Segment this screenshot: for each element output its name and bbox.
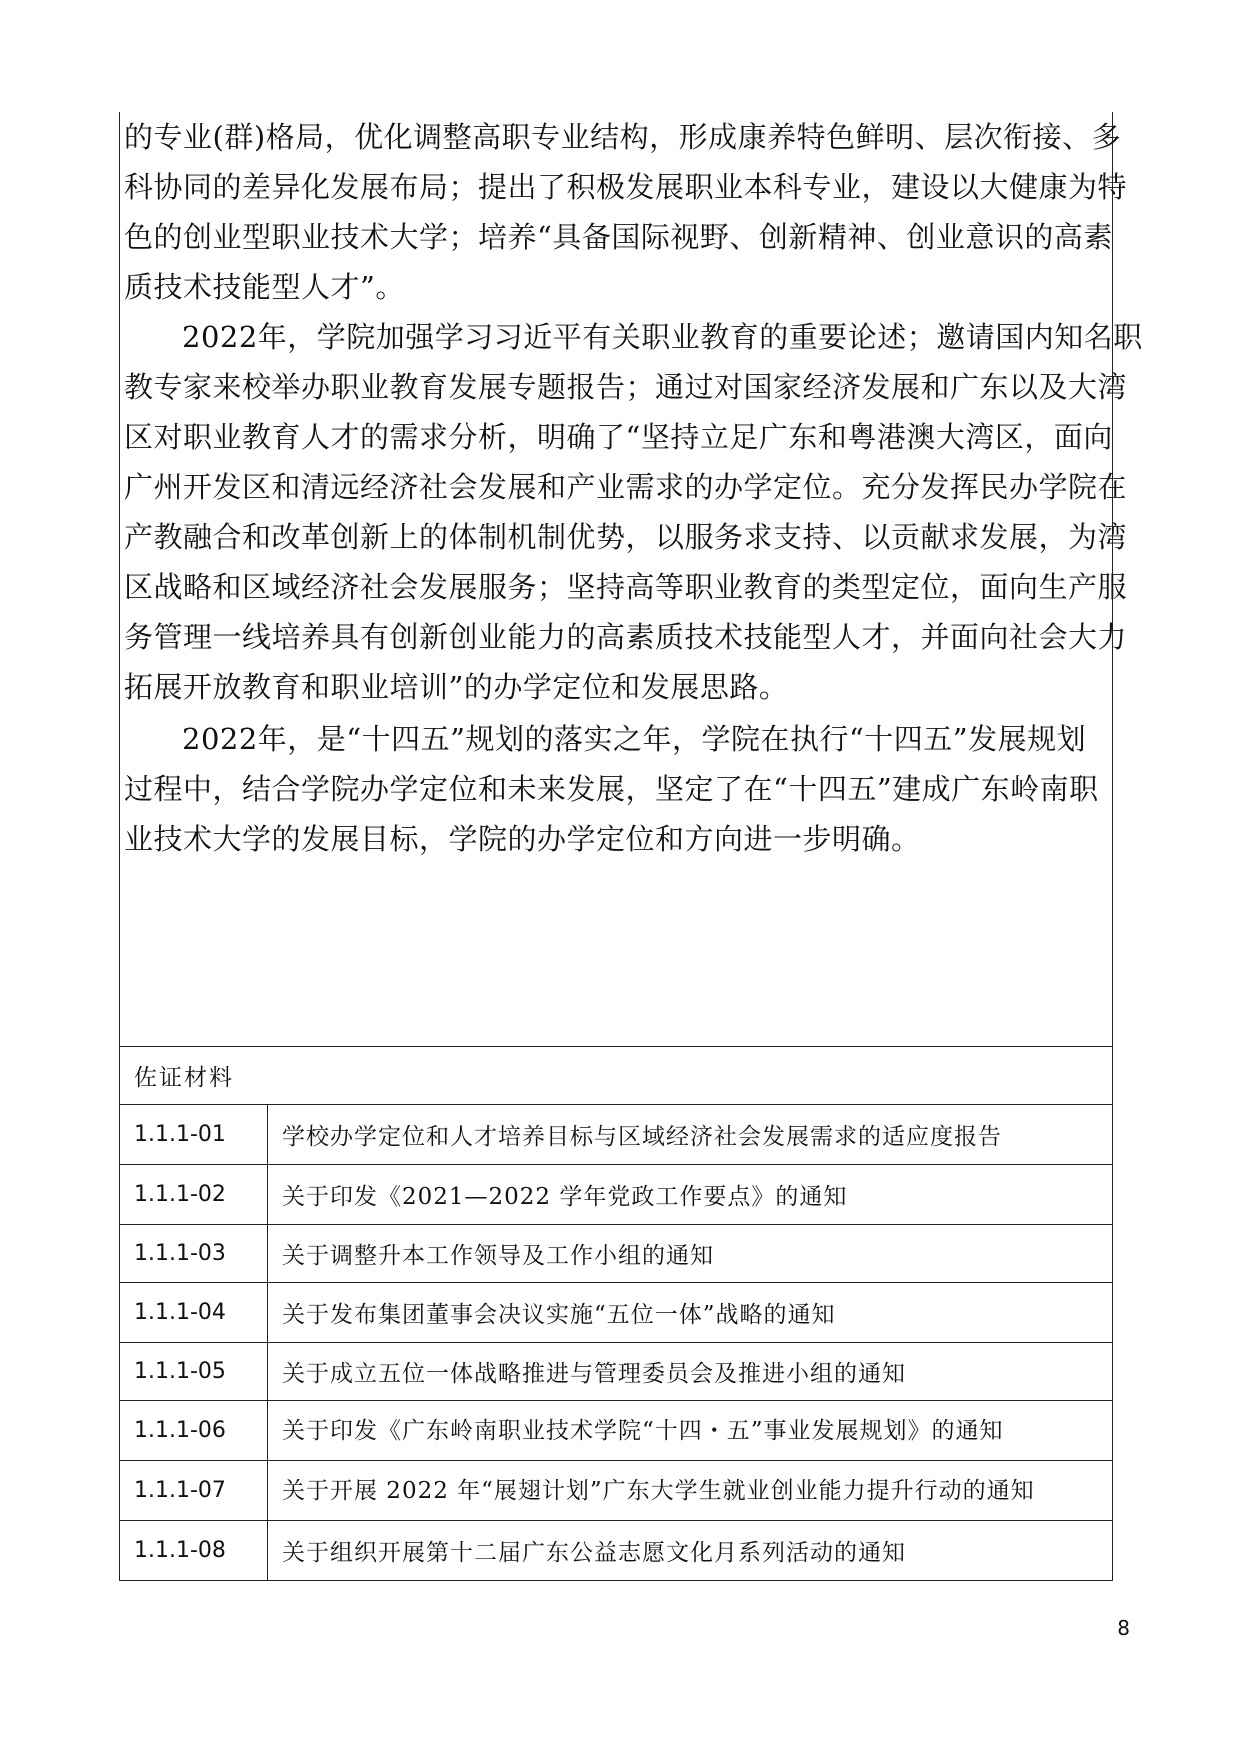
table-row: [120, 1401, 1113, 1461]
page-number: 8: [1117, 1616, 1130, 1640]
evidence-title: 关于印发《广东岭南职业技术学院“十四・五”事业发展规划》的通知: [268, 1401, 1113, 1461]
text-line: 2022年，学院加强学习习近平有关职业教育的重要论述；邀请国内知名职: [182, 320, 1143, 354]
evidence-code: 1.1.1-01: [120, 1105, 268, 1165]
evidence-title: 关于发布集团董事会决议实施“五位一体”战略的通知: [268, 1283, 1113, 1343]
text-line: 过程中，结合学院办学定位和未来发展，坚定了在“十四五”建成广东岭南职: [124, 772, 1099, 806]
narrative-text-box: [119, 112, 1143, 1046]
evidence-header: 佐证材料: [120, 1047, 1113, 1105]
evidence-code: 1.1.1-06: [120, 1401, 268, 1461]
table-row: [120, 1165, 1113, 1225]
table-row: [120, 1343, 1113, 1401]
evidence-code: 1.1.1-03: [120, 1225, 268, 1283]
table-row: [120, 1225, 1113, 1283]
table-row: [120, 1105, 1113, 1165]
paragraph-2022-education: [120, 312, 1143, 712]
text-line: 业技术大学的发展目标，学院的办学定位和方向进一步明确。: [124, 822, 921, 856]
evidence-title: 关于调整升本工作领导及工作小组的通知: [268, 1225, 1113, 1283]
evidence-code: 1.1.1-02: [120, 1165, 268, 1225]
text-line: 区战略和区域经济社会发展服务；坚持高等职业教育的类型定位，面向生产服: [124, 570, 1128, 604]
text-line: 质技术技能型人才”。: [124, 270, 405, 304]
evidence-code: 1.1.1-05: [120, 1343, 268, 1401]
evidence-code: 1.1.1-07: [120, 1461, 268, 1521]
text-line: 区对职业教育人才的需求分析，明确了“坚持立足广东和粤港澳大湾区，面向: [124, 420, 1113, 454]
text-line: 科协同的差异化发展布局；提出了积极发展职业本科专业，建设以大健康为特: [124, 170, 1128, 204]
text-line: 产教融合和改革创新上的体制机制优势，以服务求支持、以贡献求发展，为湾: [124, 520, 1128, 554]
text-line: 教专家来校举办职业教育发展专题报告；通过对国家经济发展和广东以及大湾: [124, 370, 1128, 404]
continuation-paragraph: [120, 112, 1128, 312]
evidence-header-row: [120, 1047, 1113, 1105]
text-line: 广州开发区和清远经济社会发展和产业需求的办学定位。充分发挥民办学院在: [124, 470, 1128, 504]
text-line: 拓展开放教育和职业培训”的办学定位和发展思路。: [124, 670, 789, 704]
text-line: 的专业(群)格局，优化调整高职专业结构，形成康养特色鲜明、层次衔接、多: [124, 120, 1122, 154]
evidence-table: [119, 1046, 1113, 1581]
paragraph-2022-plan: [120, 714, 1114, 864]
evidence-code: 1.1.1-04: [120, 1283, 268, 1343]
text-line: 2022年，是“十四五”规划的落实之年，学院在执行“十四五”发展规划: [182, 722, 1087, 756]
table-row: [120, 1521, 1113, 1581]
table-row: [120, 1461, 1113, 1521]
evidence-title: 关于组织开展第十二届广东公益志愿文化月系列活动的通知: [268, 1521, 1113, 1581]
evidence-title: 关于成立五位一体战略推进与管理委员会及推进小组的通知: [268, 1343, 1113, 1401]
evidence-title: 关于开展 2022 年“展翅计划”广东大学生就业创业能力提升行动的通知: [268, 1461, 1113, 1521]
text-line: 色的创业型职业技术大学；培养“具备国际视野、创新精神、创业意识的高素: [124, 220, 1113, 254]
evidence-code: 1.1.1-08: [120, 1521, 268, 1581]
evidence-title: 学校办学定位和人才培养目标与区域经济社会发展需求的适应度报告: [268, 1105, 1113, 1165]
table-row: [120, 1283, 1113, 1343]
evidence-title: 关于印发《2021—2022 学年党政工作要点》的通知: [268, 1165, 1113, 1225]
text-line: 务管理一线培养具有创新创业能力的高素质技术技能型人才，并面向社会大力: [124, 620, 1128, 654]
